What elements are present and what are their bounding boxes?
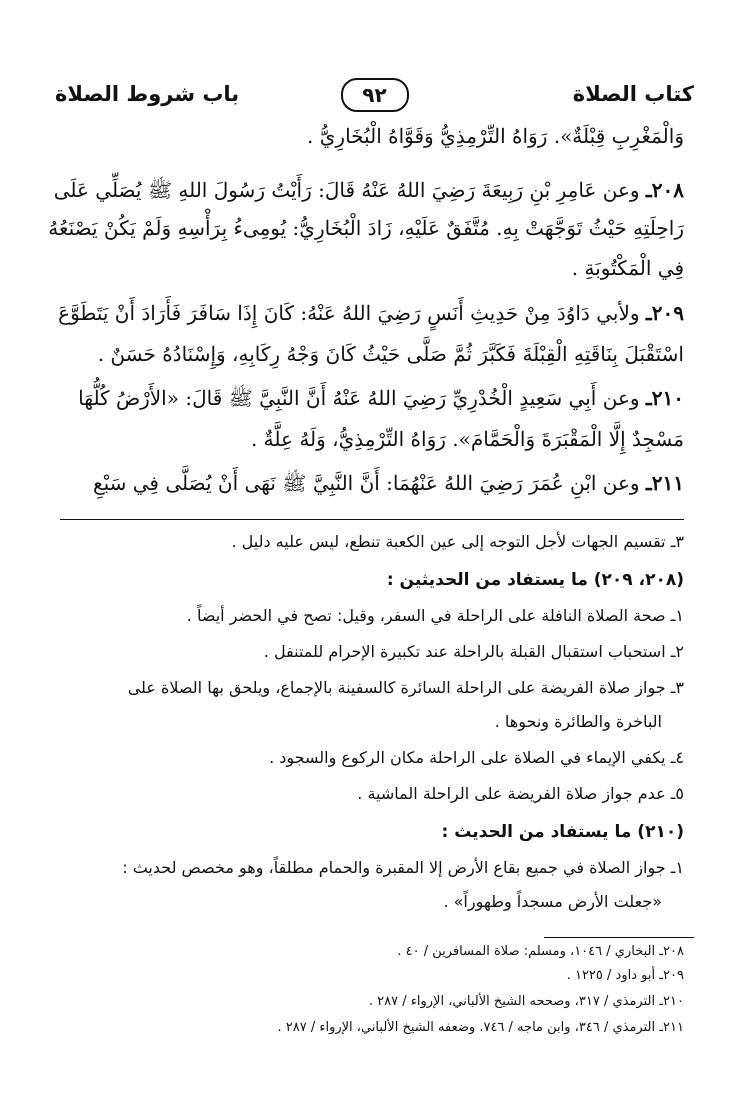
footnote-209: ٢٠٩ـ أبو داود / ١٢٢٥ . — [566, 968, 684, 983]
hadith-209-line — [60, 295, 684, 332]
text-line: فِي الْمَكْتُوبَةِ . — [571, 256, 684, 280]
page-header — [55, 78, 694, 118]
commentary-line: ٥ـ عدم جواز صلاة الفريضة على الراحلة الماشية . — [357, 784, 684, 803]
hadith-number: ٢١١ـ — [645, 471, 684, 495]
commentary-heading: (٢٠٨، ٢٠٩) ما يستفاد من الحديثين : — [386, 570, 684, 590]
hadith-text: وعن عَامِرِ بْنِ رَبِيعَةَ رَضِيَ اللهُ عَنْهُ قَالَ: رَأَيْتُ رَسُولَ اللهِ ﷺ يُصَلِّي عَلَى — [53, 178, 640, 202]
commentary-line: الباخرة والطائرة ونحوها . — [494, 712, 662, 731]
text-line: رَاحِلَتِهِ حَيْثُ تَوَجَّهَتْ بِهِ. مُتَّفَقٌ عَلَيْهِ، زَادَ الْبُخَارِيُّ: يُومِىءُ بِرَأْسِهِ وَلَمْ يَكُنْ يَصْنَعُهُ — [48, 216, 684, 240]
commentary-line: ٢ـ استحباب استقبال القبلة بالراحلة عند تكبيرة الإحرام للمتنفل . — [263, 642, 684, 661]
footnote-211: ٢١١ـ الترمذي / ٣٤٦، وابن ماجه / ٧٤٦. وضعفه الشيخ الألباني، الإرواء / ٢٨٧ . — [277, 1020, 684, 1035]
hadith-text: ولأبي دَاوُدَ مِنْ حَدِيثِ أَنَسٍ رَضِيَ اللهُ عَنْهُ: كَانَ إِذَا سَافَرَ فَأَرَادَ أَنْ يَتَطَوَّعَ — [58, 301, 640, 325]
commentary-line: ١ـ صحة الصلاة النافلة على الراحلة في السفر، وقيل: تصح في الحضر أيضاً . — [186, 606, 684, 625]
hadith-208-line — [53, 172, 684, 209]
commentary-line: ٤ـ يكفي الإيماء في الصلاة على الراحلة مكان الركوع والسجود . — [269, 748, 684, 767]
text-line: اسْتَقْبَلَ بِنَاقَتِهِ الْقِبْلَةَ فَكَبَّرَ ثُمَّ صَلَّى حَيْثُ كَانَ وَجْهُ رِكَابِهِ، وَإِسْنَادُهُ حَسَنٌ . — [97, 342, 684, 366]
commentary-line: «جعلت الأرض مسجداً وطهوراً» . — [443, 892, 662, 911]
text-line: وَالْمَغْرِبِ قِبْلَةٌ». رَوَاهُ التِّرْمِذِيُّ وَقَوَّاهُ الْبُخَارِيُّ . — [307, 124, 684, 148]
commentary-heading: (٢١٠) ما يستفاد من الحديث : — [441, 822, 684, 842]
page-number: ٩٢ — [341, 78, 409, 112]
commentary-line: ٣ـ تقسيم الجهات لأجل التوجه إلى عين الكعبة تنطع، ليس عليه دليل . — [231, 532, 684, 551]
hadith-number: ٢٠٩ـ — [645, 301, 684, 325]
commentary-line: ١ـ جواز الصلاة في جميع بقاع الأرض إلا المقبرة والحمام مطلقاً، وهو مخصص لحديث : — [122, 858, 684, 877]
hadith-text: وعن أَبِي سَعِيدٍ الْخُدْرِيِّ رَضِيَ اللهُ عَنْهُ أَنَّ النَّبِيَّ ﷺ قَالَ: «الأَرْضُ كُلُّهَا — [78, 386, 640, 410]
hadith-number: ٢١٠ـ — [645, 386, 684, 410]
hadith-text: وعن ابْنِ عُمَرَ رَضِيَ اللهُ عَنْهُمَا: أَنَّ النَّبِيَّ ﷺ نَهَى أَنْ يُصَلَّى فِي سَبْعِ — [92, 471, 640, 495]
footnote-rule — [544, 937, 694, 938]
commentary-line: ٣ـ جواز صلاة الفريضة على الراحلة السائرة كالسفينة بالإجماع، ويلحق بها الصلاة على — [127, 678, 684, 697]
chapter-title: باب شروط الصلاة — [55, 82, 240, 106]
footnote-210: ٢١٠ـ الترمذي / ٣١٧، وصححه الشيخ الألباني، الإرواء / ٢٨٧ . — [368, 994, 684, 1009]
footnote-208: ٢٠٨ـ البخاري / ١٠٤٦، ومسلم: صلاة المسافرين / ٤٠ . — [397, 944, 684, 959]
section-divider — [60, 519, 684, 520]
book-title: كتاب الصلاة — [572, 82, 694, 106]
text-line: مَسْجِدٌ إِلَّا الْمَقْبَرَةَ وَالْحَمَّامَ». رَوَاهُ التِّرْمِذِيُّ، وَلَهُ عِلَّةٌ . — [250, 427, 684, 451]
hadith-210-line — [60, 380, 684, 417]
hadith-211-line — [60, 465, 684, 502]
hadith-number: ٢٠٨ـ — [645, 178, 684, 202]
